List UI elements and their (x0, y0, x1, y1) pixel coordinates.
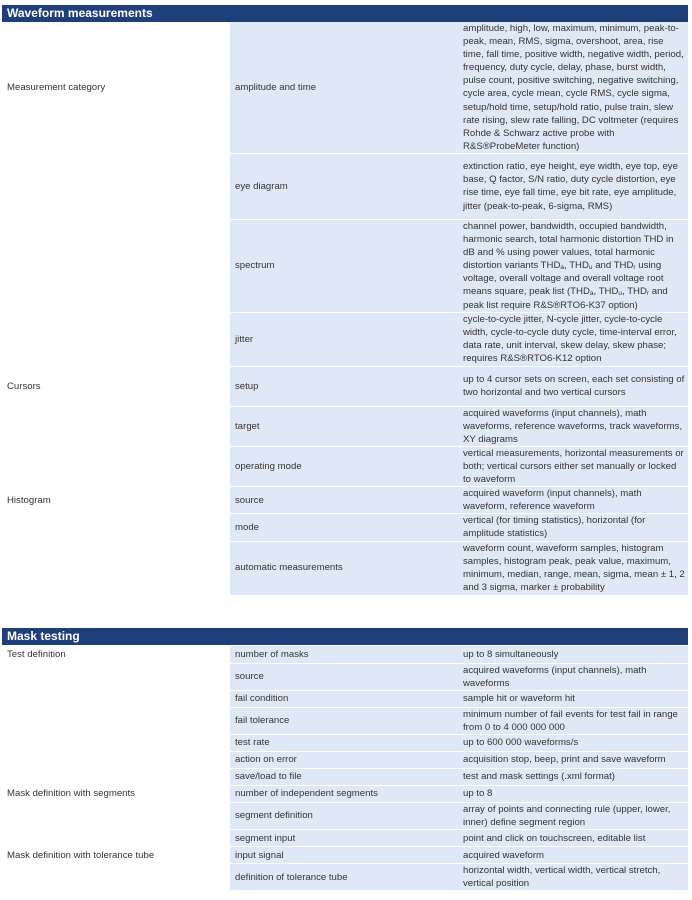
subscript: u (618, 290, 623, 298)
row-category (2, 514, 230, 541)
row-category (2, 768, 230, 785)
row-value: vertical measurements, horizontal measurements or both; vertical cursors either set manually or locked to waveform (459, 446, 688, 486)
row-parameter: amplitude and time (230, 22, 459, 153)
row-value: acquisition stop, beep, print and save waveform (459, 751, 688, 768)
row-parameter: automatic measurements (230, 541, 459, 595)
mask-testing-table (2, 646, 688, 891)
row-parameter: save/load to file (230, 768, 459, 785)
row-value: acquired waveforms (input channels), math waveforms (459, 663, 688, 690)
row-parameter: spectrum (230, 219, 459, 312)
row-value: acquired waveform (input channels), math waveform, reference waveform (459, 487, 688, 514)
row-category (2, 312, 230, 366)
row-category (2, 446, 230, 486)
row-parameter: operating mode (230, 446, 459, 486)
table-row (2, 406, 688, 446)
row-category (2, 153, 230, 219)
row-category: Measurement category (2, 22, 230, 153)
subscript: u (588, 264, 593, 272)
row-parameter: setup (230, 366, 459, 406)
row-value: test and mask settings (.xml format) (459, 768, 688, 785)
row-category (2, 406, 230, 446)
row-value: vertical (for timing statistics), horizontal (for amplitude statistics) (459, 514, 688, 541)
row-value: up to 4 cursor sets on screen, each set consisting of two horizontal and two vertical cursors (459, 366, 688, 406)
row-value: minimum number of fail events for test fail in range from 0 to 4 000 000 000 (459, 707, 688, 734)
row-category (2, 219, 230, 312)
section-title-mask-testing: Mask testing (2, 628, 688, 645)
row-value: extinction ratio, eye height, eye width, eye top, eye base, Q factor, S/N ratio, duty cycle distortion, eye rise time, eye fall time, eye bit rate, eye amplitude, jitter (peak-to-peak, 6-sigma, RMS) (459, 153, 688, 219)
table-row (2, 514, 688, 541)
row-value: up to 8 (459, 785, 688, 802)
row-value: acquired waveform (459, 847, 688, 864)
row-parameter: action on error (230, 751, 459, 768)
row-parameter: definition of tolerance tube (230, 864, 459, 891)
row-parameter: jitter (230, 312, 459, 366)
table-row (2, 446, 688, 486)
subscript: r (633, 264, 636, 272)
row-category (2, 707, 230, 734)
table-row (2, 312, 688, 366)
row-parameter: segment input (230, 830, 459, 847)
row-category: Histogram (2, 487, 230, 514)
row-category: Mask definition with tolerance tube (2, 847, 230, 864)
row-category (2, 690, 230, 707)
table-row (2, 219, 688, 312)
row-category: Cursors (2, 366, 230, 406)
row-parameter: fail condition (230, 690, 459, 707)
table-row (2, 22, 688, 153)
table-row (2, 663, 688, 690)
row-category (2, 663, 230, 690)
table-row (2, 864, 688, 891)
row-parameter: target (230, 406, 459, 446)
table-row (2, 541, 688, 595)
table-row (2, 734, 688, 751)
row-category (2, 864, 230, 891)
table-row (2, 830, 688, 847)
table-row (2, 690, 688, 707)
row-value: horizontal width, vertical width, vertical stretch, vertical position (459, 864, 688, 891)
waveform-measurements-table (2, 22, 688, 596)
row-parameter: mode (230, 514, 459, 541)
table-row (2, 153, 688, 219)
row-value: array of points and connecting rule (upper, lower, inner) define segment region (459, 802, 688, 829)
row-value: amplitude, high, low, maximum, minimum, peak-to-peak, mean, RMS, sigma, overshoot, area, rise time, fall time, positive width, negative width, period, frequency, duty cycle, delay, phase, burst width, pulse count, positive switching, negative switching, cycle area, cycle mean, cycle RMS, cycle sigma, setup/hold time, setup/hold ratio, pulse train, slew rate rising, slew rate falling, DC voltmeter (requires Rohde & Schwarz active probe with R&S®ProbeMeter function) (459, 22, 688, 153)
table-row (2, 768, 688, 785)
row-parameter: test rate (230, 734, 459, 751)
table-row (2, 707, 688, 734)
row-category (2, 751, 230, 768)
table-row (2, 802, 688, 829)
row-value: channel power, bandwidth, occupied bandwidth, harmonic search, total harmonic distortion THD in dB and % using power values, total harmonic distortion variants $THD_a$, $THD_u$ and $THD_r$ using voltage, overall voltage and overall voltage root means square, peak list ($THD_a$, $THD_u$, $THD_r$ and peak list require R&S®RTO6-K37 option) (459, 219, 688, 312)
table-row (2, 847, 688, 864)
row-value: waveform count, waveform samples, histogram samples, histogram peak, peak value, maximum, minimum, median, range, mean, sigma, mean ± 1, 2 and 3 sigma, marker ± probability (459, 541, 688, 595)
row-category (2, 830, 230, 847)
row-category (2, 802, 230, 829)
row-parameter: input signal (230, 847, 459, 864)
row-parameter: segment definition (230, 802, 459, 829)
subscript: a (560, 264, 565, 272)
row-parameter: source (230, 487, 459, 514)
row-parameter: source (230, 663, 459, 690)
row-category (2, 541, 230, 595)
row-parameter: number of independent segments (230, 785, 459, 802)
table-row (2, 366, 688, 406)
section-title-waveform-measurements: Waveform measurements (2, 5, 688, 22)
row-parameter: number of masks (230, 646, 459, 663)
table-row (2, 785, 688, 802)
row-category: Mask definition with segments (2, 785, 230, 802)
row-value: up to 600 000 waveforms/s (459, 734, 688, 751)
subscript: r (646, 290, 650, 298)
row-value: sample hit or waveform hit (459, 690, 688, 707)
subscript: a (589, 290, 594, 298)
row-category (2, 734, 230, 751)
row-parameter: fail tolerance (230, 707, 459, 734)
table-row (2, 751, 688, 768)
table-row (2, 646, 688, 663)
row-value: acquired waveforms (input channels), math waveforms, reference waveforms, track waveforms, XY diagrams (459, 406, 688, 446)
row-value: cycle-to-cycle jitter, N-cycle jitter, cycle-to-cycle width, cycle-to-cycle duty cycle, time-interval error, data rate, unit interval, skew delay, skew phase; requires R&S®RTO6-K12 option (459, 312, 688, 366)
row-value: up to 8 simultaneously (459, 646, 688, 663)
table-row (2, 487, 688, 514)
row-category: Test definition (2, 646, 230, 663)
row-value: point and click on touchscreen, editable list (459, 830, 688, 847)
row-parameter: eye diagram (230, 153, 459, 219)
